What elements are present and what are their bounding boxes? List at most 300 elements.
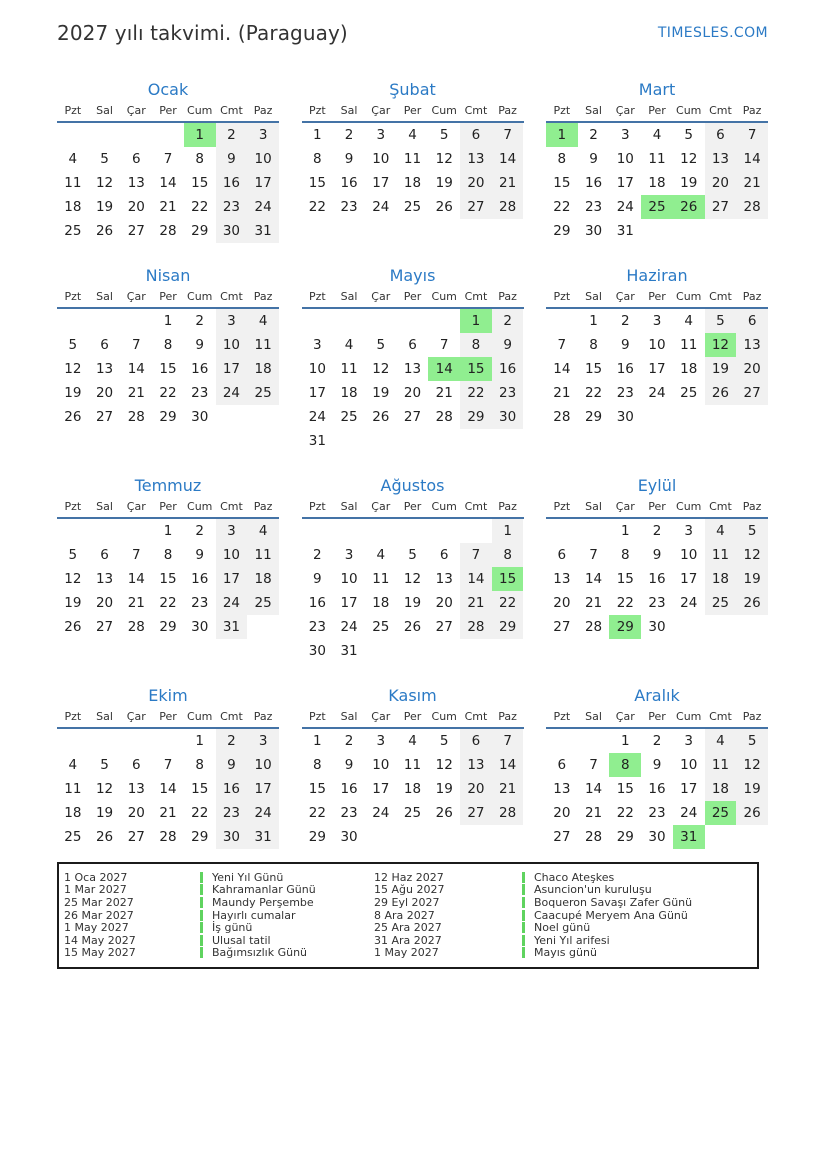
day-cell: 8 [163, 337, 173, 353]
weekday-header-row [57, 710, 279, 729]
day-cell: 30 [648, 829, 666, 845]
day-cell: 20 [127, 199, 145, 215]
day-cell: 1 [163, 313, 173, 329]
day-cell: 27 [127, 223, 145, 239]
day-cell: 1 [313, 127, 322, 143]
weekday-label: Çar [615, 290, 635, 303]
weekday-label: Cum [187, 710, 213, 723]
legend-holiday-date: 29 Eyl 2027 [374, 895, 440, 909]
weekday-label: Cmt [464, 104, 488, 117]
weekday-label: Per [403, 500, 422, 513]
day-cell: 20 [736, 357, 768, 381]
day-cell: 26 [736, 801, 768, 825]
day-cell: 15 [616, 571, 634, 587]
day-cell: 11 [247, 333, 279, 357]
legend-holiday-name-text: Yeni Yıl arifesi [534, 933, 610, 947]
day-cell: 2 [344, 733, 354, 749]
empty-day-cell [57, 519, 89, 543]
legend-holiday-date: 15 May 2027 [64, 946, 136, 960]
day-cell: 28 [460, 615, 492, 639]
day-cell: 24 [216, 381, 248, 405]
day-cell: 8 [557, 151, 567, 167]
day-cell: 5 [736, 729, 768, 753]
legend-holiday-date: 31 Ara 2027 [374, 933, 442, 947]
day-cell: 17 [680, 571, 698, 587]
day-cell: 5 [705, 309, 737, 333]
month-card [546, 476, 768, 663]
day-cell: 24 [247, 801, 279, 825]
day-cell: 5 [68, 547, 78, 563]
day-cell: 21 [492, 777, 524, 801]
day-cell: 3 [344, 547, 354, 563]
holiday-day-cell: 31 [673, 825, 705, 849]
empty-day-cell [705, 405, 737, 429]
day-cell: 27 [403, 409, 422, 425]
weekday-label: Sal [96, 500, 113, 513]
day-cell: 14 [460, 567, 492, 591]
day-cell: 4 [247, 309, 279, 333]
holiday-tick-icon [522, 947, 525, 958]
weekday-label: Sal [96, 710, 113, 723]
weekday-label: Cum [676, 710, 702, 723]
day-cell: 18 [403, 175, 422, 191]
month-title: Nisan [145, 266, 191, 285]
day-cell: 31 [216, 615, 248, 639]
weekday-label: Çar [371, 290, 391, 303]
legend-holiday-name [522, 909, 692, 922]
day-cell: 18 [64, 805, 82, 821]
day-cell: 24 [340, 619, 358, 635]
day-cell: 28 [553, 409, 571, 425]
day-cell: 23 [308, 619, 326, 635]
weekday-label: Cmt [464, 500, 488, 513]
day-cell: 30 [648, 619, 666, 635]
day-cell: 13 [553, 781, 571, 797]
weekday-label: Paz [498, 500, 517, 513]
legend-holiday-name-text: İş günü [212, 921, 253, 935]
day-cell: 3 [376, 127, 386, 143]
weekday-label: Per [648, 290, 666, 303]
day-cell: 4 [652, 127, 662, 143]
empty-day-cell [365, 519, 397, 543]
day-cell: 28 [736, 195, 768, 219]
month-title: Aralık [634, 686, 680, 705]
day-cell: 18 [680, 361, 698, 377]
day-cell: 29 [191, 223, 209, 239]
weekday-header-row [546, 710, 768, 729]
empty-day-cell [365, 639, 397, 663]
legend-holiday-date: 25 Ara 2027 [374, 921, 442, 935]
weekday-label: Paz [742, 104, 762, 117]
day-cell: 28 [127, 619, 145, 635]
day-cell: 13 [95, 571, 114, 587]
weekday-label: Paz [498, 290, 517, 303]
day-cell: 6 [460, 729, 492, 753]
weekday-label: Sal [585, 710, 602, 723]
month-days [546, 309, 768, 429]
month-title: Kasım [388, 686, 437, 705]
legend-holiday-name [522, 896, 692, 909]
day-cell: 17 [247, 171, 279, 195]
day-cell: 29 [492, 615, 524, 639]
day-cell: 21 [435, 385, 453, 401]
weekday-label: Cmt [709, 104, 732, 117]
day-cell: 13 [553, 571, 571, 587]
legend-holiday-name [522, 946, 692, 959]
day-cell: 2 [195, 523, 204, 539]
day-cell: 24 [648, 385, 666, 401]
day-cell: 19 [435, 175, 453, 191]
legend-holiday-name-text: Asuncion'un kuruluşu [534, 883, 652, 897]
day-cell: 6 [557, 757, 567, 773]
month-days [546, 729, 768, 849]
day-cell: 16 [340, 781, 358, 797]
day-cell: 12 [64, 571, 82, 587]
empty-day-cell [247, 405, 279, 429]
day-cell: 11 [705, 753, 737, 777]
weekday-label: Cum [431, 500, 457, 513]
day-cell: 19 [372, 385, 390, 401]
legend-holiday-date: 25 Mar 2027 [64, 895, 134, 909]
day-cell: 28 [435, 409, 453, 425]
legend-column [64, 871, 374, 959]
weekday-label: Cmt [220, 290, 243, 303]
day-cell: 26 [64, 619, 82, 635]
holiday-tick-icon [200, 884, 203, 895]
holiday-day-cell: 1 [546, 123, 578, 147]
day-cell: 4 [247, 519, 279, 543]
day-cell: 16 [191, 361, 209, 377]
day-cell: 15 [308, 781, 326, 797]
month-title: Şubat [389, 80, 436, 99]
day-cell: 26 [403, 619, 422, 635]
day-cell: 2 [589, 127, 598, 143]
day-cell: 3 [216, 519, 248, 543]
empty-day-cell [152, 123, 184, 147]
day-cell: 12 [372, 361, 390, 377]
weekday-label: Per [159, 710, 177, 723]
month-title: Ekim [148, 686, 188, 705]
day-cell: 22 [616, 805, 634, 821]
holiday-tick-icon [200, 872, 203, 883]
day-cell: 20 [553, 805, 571, 821]
day-cell: 3 [684, 733, 693, 749]
day-cell: 25 [64, 223, 82, 239]
legend-holiday-name [522, 921, 692, 934]
empty-day-cell [546, 729, 578, 753]
day-cell: 28 [584, 619, 603, 635]
day-cell: 29 [460, 405, 492, 429]
empty-day-cell [333, 429, 365, 453]
day-cell: 27 [95, 619, 114, 635]
weekday-label: Çar [126, 500, 146, 513]
empty-day-cell [641, 219, 673, 243]
day-cell: 29 [191, 829, 209, 845]
day-cell: 23 [492, 381, 524, 405]
empty-day-cell [397, 429, 429, 453]
day-cell: 28 [159, 829, 177, 845]
legend-holiday-name-text: Ulusal tatil [212, 933, 271, 947]
day-cell: 29 [159, 409, 177, 425]
day-cell: 3 [684, 523, 693, 539]
weekday-label: Cum [431, 290, 457, 303]
day-cell: 20 [460, 777, 492, 801]
legend-holiday-name [200, 909, 374, 922]
empty-day-cell [705, 825, 737, 849]
day-cell: 19 [403, 595, 422, 611]
day-cell: 3 [247, 729, 279, 753]
weekday-label: Cum [431, 104, 457, 117]
day-cell: 13 [95, 361, 114, 377]
day-cell: 13 [705, 147, 737, 171]
day-cell: 17 [648, 361, 666, 377]
weekday-label: Per [159, 104, 177, 117]
day-cell: 28 [492, 801, 524, 825]
month-card [302, 686, 524, 849]
day-cell: 5 [736, 519, 768, 543]
day-cell: 27 [736, 381, 768, 405]
day-cell: 16 [648, 571, 666, 587]
holiday-day-cell: 29 [609, 615, 641, 639]
legend-holiday-name-text: Maundy Perşembe [212, 895, 314, 909]
day-cell: 29 [159, 619, 177, 635]
legend-holiday-name [200, 921, 374, 934]
day-cell: 1 [620, 523, 630, 539]
day-cell: 10 [216, 543, 248, 567]
day-cell: 10 [648, 337, 666, 353]
day-cell: 29 [308, 829, 326, 845]
day-cell: 9 [195, 547, 204, 563]
empty-day-cell [333, 519, 365, 543]
day-cell: 26 [64, 409, 82, 425]
day-cell: 19 [736, 777, 768, 801]
holiday-tick-icon [200, 910, 203, 921]
day-cell: 5 [439, 127, 449, 143]
month-title: Ocak [147, 80, 189, 99]
month-days [546, 519, 768, 639]
day-cell: 2 [216, 729, 248, 753]
month-title: Temmuz [134, 476, 202, 495]
day-cell: 6 [100, 337, 109, 353]
weekday-label: Çar [126, 290, 146, 303]
day-cell: 28 [159, 223, 177, 239]
day-cell: 19 [95, 199, 114, 215]
empty-day-cell [673, 219, 705, 243]
day-cell: 25 [403, 199, 422, 215]
empty-day-cell [428, 429, 460, 453]
day-cell: 8 [620, 547, 630, 563]
empty-day-cell [89, 729, 121, 753]
day-cell: 30 [584, 223, 603, 239]
day-cell: 30 [492, 405, 524, 429]
weekday-header-row [302, 104, 524, 123]
day-cell: 3 [247, 123, 279, 147]
day-cell: 19 [64, 595, 82, 611]
day-cell: 28 [492, 195, 524, 219]
day-cell: 9 [344, 757, 354, 773]
day-cell: 19 [705, 357, 737, 381]
legend-holiday-name [200, 934, 374, 947]
day-cell: 7 [557, 337, 567, 353]
day-cell: 7 [492, 123, 524, 147]
weekday-label: Çar [126, 710, 146, 723]
day-cell: 20 [553, 595, 571, 611]
day-cell: 12 [680, 151, 698, 167]
legend-holiday-name-text: Hayırlı cumalar [212, 908, 296, 922]
holiday-tick-icon [522, 884, 525, 895]
weekday-label: Cmt [220, 710, 243, 723]
day-cell: 2 [216, 123, 248, 147]
empty-day-cell [578, 519, 610, 543]
holiday-tick-icon [200, 922, 203, 933]
day-cell: 18 [340, 385, 358, 401]
weekday-label: Cmt [464, 290, 488, 303]
holiday-tick-icon [200, 897, 203, 908]
day-cell: 3 [216, 309, 248, 333]
day-cell: 8 [460, 333, 492, 357]
legend-holiday-date: 1 Oca 2027 [64, 870, 128, 884]
day-cell: 11 [340, 361, 358, 377]
legend-holiday-date: 15 Ağu 2027 [374, 883, 445, 897]
day-cell: 6 [557, 547, 567, 563]
day-cell: 17 [680, 781, 698, 797]
empty-day-cell [302, 519, 334, 543]
day-cell: 31 [247, 825, 279, 849]
day-cell: 24 [616, 199, 634, 215]
day-cell: 4 [68, 151, 78, 167]
legend-holiday-name-text: Bağımsızlık Günü [212, 946, 308, 960]
day-cell: 15 [159, 361, 177, 377]
day-cell: 7 [439, 337, 449, 353]
weekday-label: Çar [615, 104, 635, 117]
day-cell: 14 [553, 361, 571, 377]
holiday-day-cell: 15 [492, 567, 524, 591]
weekday-label: Pzt [553, 290, 571, 303]
day-cell: 21 [736, 171, 768, 195]
day-cell: 13 [736, 333, 768, 357]
holiday-day-cell: 1 [184, 123, 216, 147]
day-cell: 9 [216, 753, 248, 777]
holiday-day-cell: 14 [428, 357, 460, 381]
weekday-label: Per [648, 710, 666, 723]
day-cell: 1 [620, 733, 630, 749]
day-cell: 23 [216, 801, 248, 825]
empty-day-cell [120, 729, 152, 753]
day-cell: 18 [648, 175, 666, 191]
day-cell: 6 [736, 309, 768, 333]
day-cell: 18 [705, 567, 737, 591]
day-cell: 9 [589, 151, 598, 167]
weekday-label: Çar [126, 104, 146, 117]
weekday-label: Pzt [553, 710, 571, 723]
empty-day-cell [120, 519, 152, 543]
day-cell: 24 [372, 805, 390, 821]
day-cell: 25 [403, 805, 422, 821]
weekday-label: Çar [615, 500, 635, 513]
legend-holiday-name [200, 946, 374, 959]
month-card [546, 686, 768, 849]
day-cell: 15 [616, 781, 634, 797]
month-title: Eylül [637, 476, 677, 495]
day-cell: 7 [589, 547, 598, 563]
site-link[interactable]: TIMESLES.COM [657, 25, 768, 41]
day-cell: 23 [216, 195, 248, 219]
day-cell: 30 [191, 619, 209, 635]
weekday-label: Pzt [308, 500, 326, 513]
weekday-label: Cum [676, 290, 702, 303]
day-cell: 14 [492, 147, 524, 171]
day-cell: 25 [372, 619, 390, 635]
day-cell: 2 [652, 733, 662, 749]
day-cell: 23 [648, 805, 666, 821]
empty-day-cell [736, 219, 768, 243]
day-cell: 16 [616, 361, 634, 377]
page-title: 2027 yılı takvimi. (Paraguay) [57, 21, 348, 45]
day-cell: 16 [216, 171, 248, 195]
day-cell: 27 [95, 409, 114, 425]
weekday-header-row [57, 104, 279, 123]
day-cell: 11 [705, 543, 737, 567]
day-cell: 12 [95, 175, 114, 191]
day-cell: 1 [313, 733, 322, 749]
month-days [302, 123, 524, 219]
day-cell: 12 [64, 361, 82, 377]
day-cell: 26 [95, 223, 114, 239]
empty-day-cell [736, 615, 768, 639]
day-cell: 21 [584, 595, 603, 611]
month-card [57, 686, 279, 849]
day-cell: 20 [95, 595, 114, 611]
weekday-label: Sal [585, 290, 602, 303]
holiday-day-cell: 1 [460, 309, 492, 333]
day-cell: 23 [191, 595, 209, 611]
legend-holiday-date: 12 Haz 2027 [374, 870, 444, 884]
weekday-header-row [546, 500, 768, 519]
day-cell: 4 [408, 127, 417, 143]
day-cell: 6 [100, 547, 109, 563]
day-cell: 11 [403, 151, 422, 167]
empty-day-cell [333, 309, 365, 333]
day-cell: 15 [584, 361, 603, 377]
empty-day-cell [460, 429, 492, 453]
day-cell: 27 [460, 801, 492, 825]
day-cell: 16 [492, 357, 524, 381]
day-cell: 22 [308, 805, 326, 821]
empty-day-cell [247, 615, 279, 639]
weekday-label: Sal [96, 290, 113, 303]
month-days [302, 729, 524, 849]
day-cell: 15 [191, 175, 209, 191]
weekday-label: Cmt [220, 104, 243, 117]
day-cell: 21 [584, 805, 603, 821]
empty-day-cell [673, 405, 705, 429]
day-cell: 23 [191, 385, 209, 401]
day-cell: 15 [159, 571, 177, 587]
day-cell: 31 [616, 223, 634, 239]
holiday-tick-icon [522, 872, 525, 883]
day-cell: 18 [705, 777, 737, 801]
day-cell: 5 [376, 337, 386, 353]
day-cell: 11 [680, 337, 698, 353]
legend-column [374, 871, 692, 959]
day-cell: 17 [308, 385, 326, 401]
day-cell: 7 [736, 123, 768, 147]
weekday-header-row [302, 500, 524, 519]
empty-day-cell [460, 639, 492, 663]
day-cell: 23 [584, 199, 603, 215]
empty-day-cell [705, 219, 737, 243]
day-cell: 20 [460, 171, 492, 195]
